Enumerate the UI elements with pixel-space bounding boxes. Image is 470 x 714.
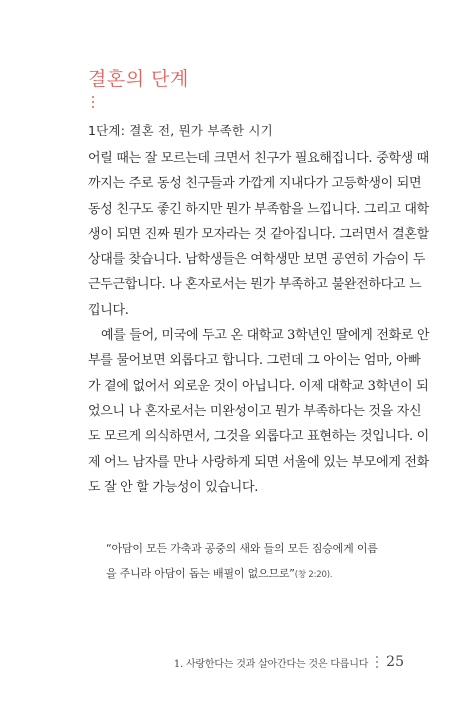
dot — [92, 96, 94, 98]
quote-line-text: 을 주니라 아담이 돕는 배필이 없으므로” — [106, 567, 295, 580]
paragraph2-line: 가 곁에 없어서 외로운 것이 아닙니다. 이제 대학교 3학년이 되 — [88, 378, 429, 394]
dot — [92, 101, 94, 103]
page-footer — [174, 654, 404, 670]
section-subheading: 1단계: 결혼 전, 뭔가 부족한 시기 — [88, 123, 273, 138]
scripture-quote — [106, 536, 376, 586]
dot — [376, 656, 378, 658]
paragraph1-line: 까지는 주로 동성 친구들과 가깝게 지내다가 고등학생이 되면 — [88, 176, 422, 192]
paragraph2-line: 었으니 나 혼자로서는 미완성이고 뭔가 부족하다는 것을 자신 — [88, 403, 422, 419]
page-number: 25 — [386, 654, 404, 670]
paragraph2-line: 제 어느 남자를 만나 사랑하게 되면 서울에 있는 부모에게 전화 — [88, 454, 429, 470]
paragraph1-line: 동성 친구도 좋긴 하지만 뭔가 부족함을 느낍니다. 그리고 대학 — [88, 201, 429, 217]
body-text — [88, 146, 430, 500]
decorative-dots — [92, 96, 95, 108]
dot — [92, 106, 94, 108]
quote-line — [106, 561, 376, 586]
paragraph2-line: 부를 물어보면 외롭다고 합니다. 그런데 그 아이는 엄마, 아빠 — [88, 353, 421, 369]
paragraph1-line: 근두근합니다. 나 혼자로서는 뭔가 부족하고 불완전하다고 느 — [88, 277, 422, 293]
dot — [376, 661, 378, 663]
paragraph2-line: 도 잘 안 할 가능성이 있습니다. — [88, 479, 259, 495]
quote-reference: (창 2:20). — [294, 570, 333, 580]
dot — [376, 666, 378, 668]
chapter-title: 결혼의 단계 — [88, 68, 189, 90]
paragraph1-line: 낍니다. — [88, 302, 129, 318]
paragraph2-line: 도 모르게 의식하면서, 그것을 외롭다고 표현하는 것입니다. 이 — [88, 429, 429, 445]
paragraph1-line: 상대를 찾습니다. 남학생들은 여학생만 보면 공연히 가슴이 두 — [88, 252, 426, 268]
paragraph1-line: 어릴 때는 잘 모르는데 크면서 친구가 필요해집니다. 중학생 때 — [88, 151, 429, 166]
quote-line: “아담이 모든 가축과 공중의 새와 들의 모든 짐승에게 이름 — [106, 542, 378, 555]
footer-divider-dots — [376, 656, 378, 668]
paragraph2-line: 예를 들어, 미국에 두고 온 대학교 3학년인 딸에게 전화로 안 — [101, 328, 430, 344]
paragraph1-line: 생이 되면 진짜 뭔가 모자라는 것 같아집니다. 그러면서 결혼할 — [88, 226, 429, 242]
running-title: 1. 사랑한다는 것과 살아간다는 것은 다릅니다 — [173, 658, 369, 670]
